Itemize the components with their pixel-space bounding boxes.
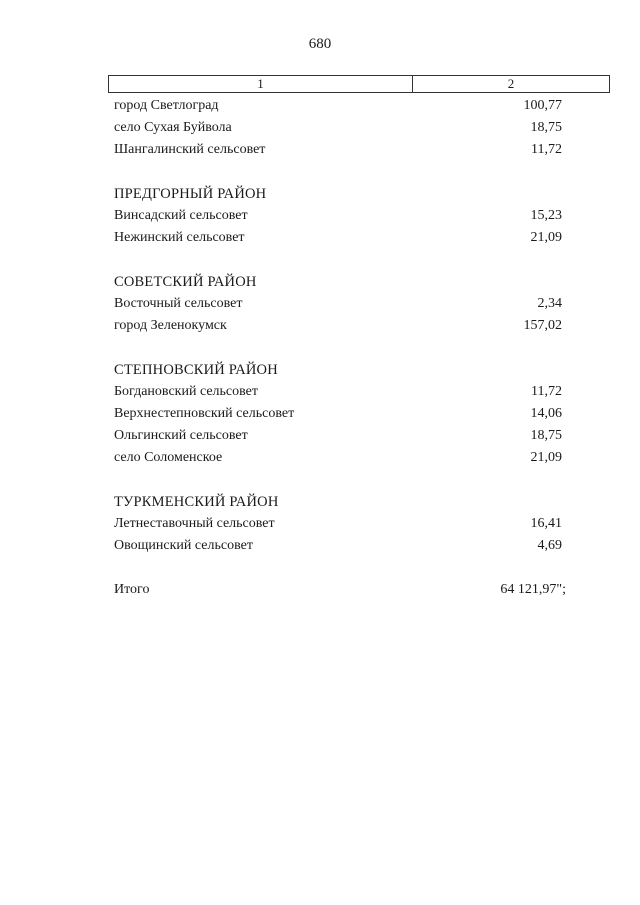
total-value: 64 121,97"; xyxy=(500,582,566,597)
settlement-name: село Соломенское xyxy=(114,450,223,465)
settlement-name: Нежинский сельсовет xyxy=(114,230,245,245)
column-header-1: 1 xyxy=(109,76,413,93)
settlement-name: Ольгинский сельсовет xyxy=(114,428,248,443)
settlement-value: 157,02 xyxy=(523,318,562,333)
settlement-name: Верхнестепновский сельсовет xyxy=(114,406,295,421)
district-heading: ТУРКМЕНСКИЙ РАЙОН xyxy=(114,494,279,510)
settlement-name: город Светлоград xyxy=(114,98,219,113)
table-row xyxy=(114,117,562,139)
settlement-value: 21,09 xyxy=(530,230,562,245)
settlement-value: 11,72 xyxy=(531,384,562,399)
table-row xyxy=(114,381,562,403)
district-heading: СТЕПНОВСКИЙ РАЙОН xyxy=(114,362,278,378)
settlement-name: Овощинский сельсовет xyxy=(114,538,253,553)
settlement-name: Винсадский сельсовет xyxy=(114,208,248,223)
total-row xyxy=(114,579,566,601)
total-label: Итого xyxy=(114,582,150,597)
table-row xyxy=(114,447,562,469)
district-heading: СОВЕТСКИЙ РАЙОН xyxy=(114,274,257,290)
table-row xyxy=(114,315,562,337)
settlement-value: 100,77 xyxy=(523,98,562,113)
table-row xyxy=(114,425,562,447)
settlement-value: 14,06 xyxy=(530,406,562,421)
settlement-name: город Зеленокумск xyxy=(114,318,227,333)
column-header-2: 2 xyxy=(413,76,610,93)
settlement-value: 21,09 xyxy=(530,450,562,465)
settlement-value: 2,34 xyxy=(537,296,562,311)
table-row xyxy=(114,403,562,425)
settlement-value: 15,23 xyxy=(530,208,562,223)
district-heading: ПРЕДГОРНЫЙ РАЙОН xyxy=(114,186,267,202)
settlement-name: Летнеставочный сельсовет xyxy=(114,516,275,531)
table-row xyxy=(114,293,562,315)
table-body xyxy=(114,95,566,601)
table-row xyxy=(114,95,562,117)
table-row xyxy=(114,227,562,249)
table-row xyxy=(114,513,562,535)
table-header xyxy=(108,75,610,93)
settlement-name: Восточный сельсовет xyxy=(114,296,243,311)
settlement-name: село Сухая Буйвола xyxy=(114,120,232,135)
settlement-value: 18,75 xyxy=(530,120,562,135)
table-row xyxy=(114,139,562,161)
page-number: 680 xyxy=(308,36,332,52)
settlement-name: Шангалинский сельсовет xyxy=(114,142,266,157)
settlement-value: 4,69 xyxy=(537,538,562,553)
settlement-value: 11,72 xyxy=(531,142,562,157)
settlement-value: 18,75 xyxy=(530,428,562,443)
settlement-value: 16,41 xyxy=(530,516,562,531)
table-row xyxy=(114,205,562,227)
table-row xyxy=(114,535,562,557)
settlement-name: Богдановский сельсовет xyxy=(114,384,258,399)
